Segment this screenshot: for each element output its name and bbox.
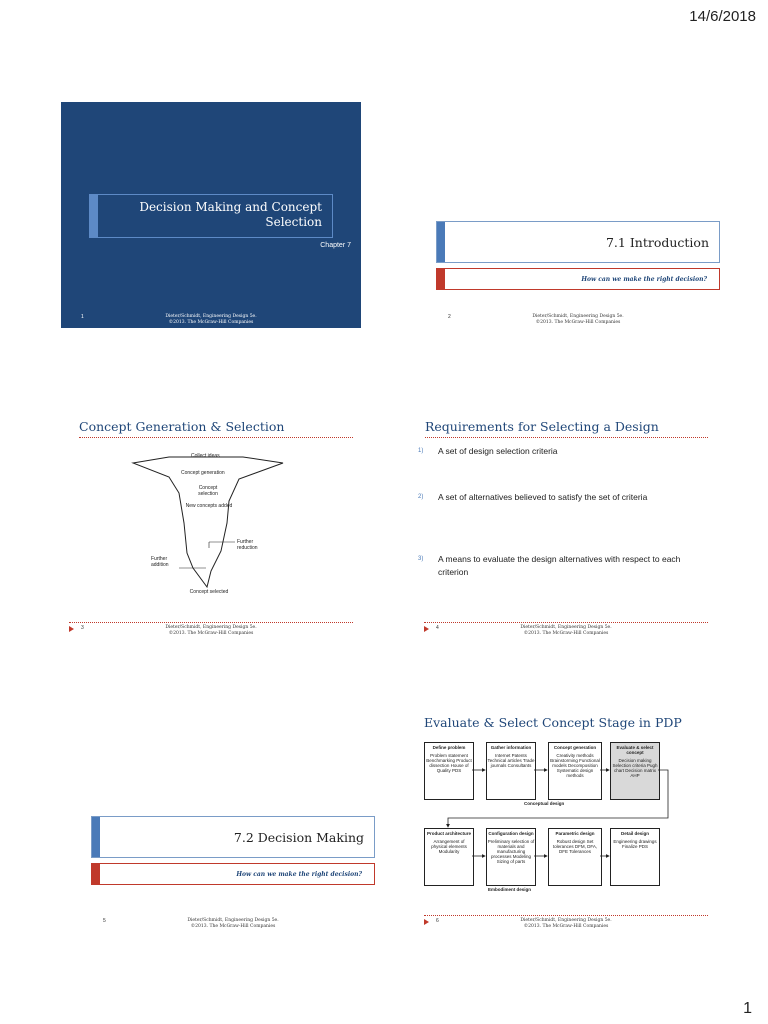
funnel-label-further-reduction: Further reduction: [237, 539, 258, 551]
section-title: 7.1 Introduction: [605, 234, 709, 250]
requirement-item-2: 2) A set of alternatives believed to satisfy the set of criteria: [418, 492, 648, 502]
slide-5: [83, 706, 383, 932]
footer-credit: Dieter/Schmidt, Engineering Design 5e. ©2013. The McGraw-Hill Companies: [165, 314, 257, 325]
footer-arrow-icon: [69, 626, 74, 632]
section-box: [436, 221, 720, 263]
section-subtitle-box: [91, 863, 375, 885]
footer-arrow-icon: [424, 626, 429, 632]
section-title: 7.2 Decision Making: [233, 829, 364, 845]
flow-box-gather-information: Gather information Internet Patents Technical articles Trade journals Consultants: [486, 742, 536, 800]
funnel-label-selected: Concept selected: [189, 589, 229, 595]
flow-connectors: [416, 706, 716, 932]
flow-box-define-problem: Define problem Problem statement Benchmarking Product dissection House of Quality PDS: [424, 742, 474, 800]
footer-credit: Dieter/Schmidt, Engineering Design 5e. ©2013. The McGraw-Hill Companies: [165, 625, 257, 636]
slide-3: [61, 413, 361, 639]
slide-title: Decision Making and Concept Selection: [139, 200, 322, 229]
section-box: [91, 816, 375, 858]
slide-number: 3: [81, 625, 84, 631]
slide-2: [428, 102, 728, 328]
slide-footer: [61, 314, 361, 328]
footer-credit: Dieter/Schmidt, Engineering Design 5e. ©2013. The McGraw-Hill Companies: [520, 625, 612, 636]
slide-number: 1: [81, 314, 84, 320]
slide-title: Requirements for Selecting a Design: [425, 419, 659, 434]
section-subtitle: How can we make the right decision?: [581, 275, 707, 283]
title-divider: [425, 437, 708, 438]
slide-number: 6: [436, 918, 439, 924]
funnel-label-collect: Collect ideas: [191, 453, 220, 459]
footer-arrow-icon: [424, 919, 429, 925]
slide-title: Concept Generation & Selection: [79, 419, 285, 434]
slide-number: 4: [436, 625, 439, 631]
slide-footer: [83, 918, 383, 932]
slide-footer: [416, 625, 716, 639]
funnel-label-further-addition: Further addition: [151, 556, 169, 568]
slide-6: [416, 706, 716, 932]
slide-4: [416, 413, 716, 639]
section-subtitle: How can we make the right decision?: [236, 870, 362, 878]
footer-credit: Dieter/Schmidt, Engineering Design 5e. ©2013. The McGraw-Hill Companies: [532, 314, 624, 325]
funnel-label-selection: Concept selection: [198, 485, 218, 497]
slide-footer: [428, 314, 728, 328]
flow-box-configuration-design: Configuration design Preliminary selection of materials and manufacturing processes Modeling Sizing of parts: [486, 828, 536, 886]
funnel-label-new: New concepts added: [185, 503, 233, 509]
title-box: [89, 194, 333, 238]
slide-footer: [61, 625, 361, 639]
flow-box-parametric-design: Parametric design Robust design Set tolerances DFM, DFA, DFE Tolerances: [548, 828, 602, 886]
page-number: 1: [743, 1000, 752, 1017]
slide-number: 2: [448, 314, 451, 320]
section-subtitle-box: [436, 268, 720, 290]
title-divider: [79, 437, 353, 438]
chapter-label: Chapter 7: [320, 242, 351, 249]
footer-credit: Dieter/Schmidt, Engineering Design 5e. ©2013. The McGraw-Hill Companies: [520, 918, 612, 929]
requirement-item-1: 1) A set of design selection criteria: [418, 446, 558, 456]
slide-footer: [416, 918, 716, 932]
flow-box-evaluate-select-concept: Evaluate & select concept Decision making Selection criteria Pugh chart Decision matrix AHP: [610, 742, 660, 800]
requirement-item-3: 3) A means to evaluate the design alternatives with respect to each criterion: [418, 554, 681, 577]
phase-label-conceptual: Conceptual design: [524, 801, 565, 806]
slide-1: [61, 102, 361, 328]
flow-box-detail-design: Detail design Engineering drawings Finalize PDS: [610, 828, 660, 886]
phase-label-embodiment: Embodiment design: [488, 887, 532, 892]
flow-box-product-architecture: Product architecture Arrangement of physical elements Modularity: [424, 828, 474, 886]
slide-number: 5: [103, 918, 106, 924]
slide-title: Evaluate & Select Concept Stage in PDP: [424, 715, 682, 730]
print-date: 14/6/2018: [689, 8, 756, 25]
flow-box-concept-generation: Concept generation Creativity methods Brainstorming Functional models Decomposition Systematic design methods: [548, 742, 602, 800]
footer-credit: Dieter/Schmidt, Engineering Design 5e. ©2013. The McGraw-Hill Companies: [187, 918, 279, 929]
funnel-label-generation: Concept generation: [181, 470, 225, 476]
